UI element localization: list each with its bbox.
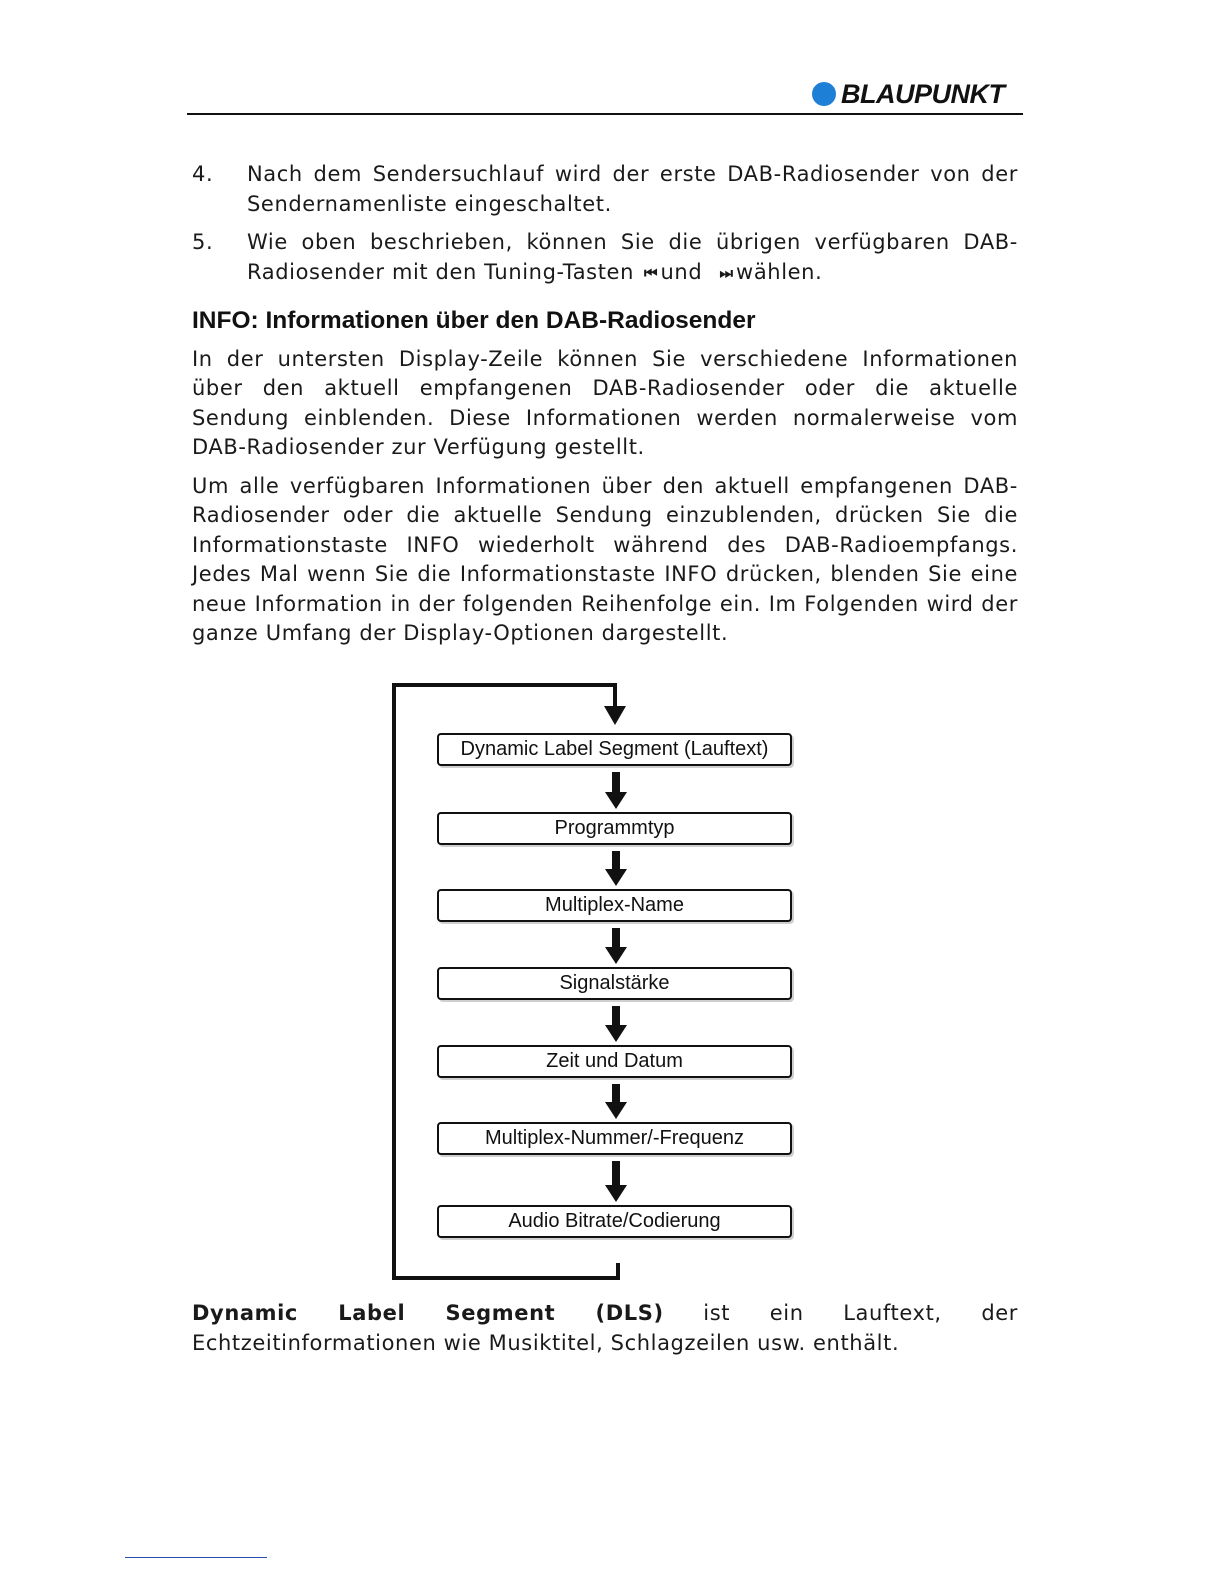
list-text: Nach dem Sendersuchlauf wird der erste DAB-Radiosender von der Sendernamenliste eingeschaltet. (247, 162, 1018, 216)
step-arrow (605, 851, 627, 886)
loop-arrowhead (604, 706, 626, 725)
list-item (192, 160, 1018, 219)
logo-dot-icon (812, 82, 836, 106)
flow-step: Dynamic Label Segment (Lauftext) (437, 733, 792, 766)
flow-step: Multiplex-Nummer/-Frequenz (437, 1122, 792, 1155)
list-text-middle: und (660, 259, 710, 284)
list-number: 4. (192, 162, 214, 186)
footer-rule (125, 1557, 267, 1558)
paragraph: In der untersten Display-Zeile können Sie verschiedene Informationen über den aktuell empfangenen DAB-Radiosender oder die aktuelle Sendung einblenden. Diese Informationen werden normalerweise vom DAB-Radiosender zur Verfügung gestellt. (192, 346, 1018, 459)
step-arrow (605, 928, 627, 964)
header-divider (187, 113, 1023, 115)
flow-step: Zeit und Datum (437, 1045, 792, 1078)
closing-text: ist ein Lauftext, der Echtzeitinformationen wie Musiktitel, Schlagzeilen usw. enthält. (192, 1301, 1018, 1355)
skip-back-icon: ⏮ (643, 263, 655, 282)
info-flowchart (380, 670, 830, 1300)
list-text-before: Wie oben beschrieben, können Sie die übrigen verfügbaren DAB-Radiosender mit den Tuning-Tasten (247, 230, 1018, 284)
main-content (192, 160, 1018, 658)
flow-step: Programmtyp (437, 812, 792, 845)
step-arrow (605, 1161, 627, 1202)
flow-step: Multiplex-Name (437, 889, 792, 922)
paragraph: Um alle verfügbaren Informationen über den aktuell empfangenen DAB-Radiosender oder die aktuelle Sendung einzublenden, drücken Sie die Informationstaste INFO wiederholt während des DAB-Radioempfangs. Jedes Mal wenn Sie die Informationstaste INFO drücken, blenden Sie eine neue Information in der folgenden Reihenfolge ein. Im Folgenden wird der ganze Umfang der Display-Optionen dargestellt. (192, 473, 1018, 645)
list-item (192, 228, 1018, 288)
list-number: 5. (192, 230, 214, 254)
brand-name: BLAUPUNKT (841, 79, 1005, 109)
skip-forward-icon: ⏭ (719, 263, 731, 282)
list-text (247, 228, 1018, 288)
flow-step: Signalstärke (437, 967, 792, 1000)
step-arrow (605, 1084, 627, 1119)
flow-step: Audio Bitrate/Codierung (437, 1205, 792, 1238)
closing-paragraph (192, 1299, 1018, 1358)
list-text-after: wählen. (736, 259, 823, 284)
dls-term: Dynamic Label Segment (DLS) (192, 1301, 664, 1325)
brand-logo (812, 80, 1024, 108)
step-arrow (605, 772, 627, 809)
section-title: INFO: Informationen über den DAB-Radiosender (192, 307, 756, 334)
step-arrow (605, 1006, 627, 1042)
